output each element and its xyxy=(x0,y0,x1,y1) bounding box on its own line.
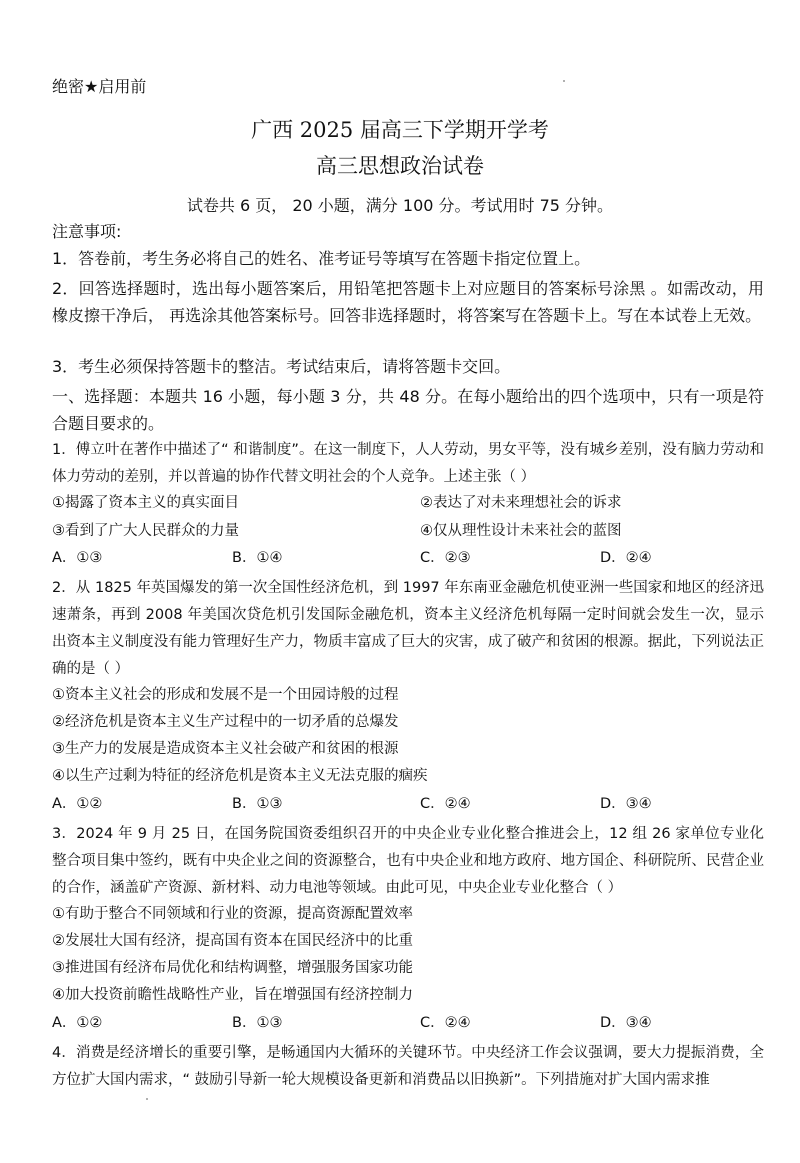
q1-statement-2: ②表达了对未来理想社会的诉求 xyxy=(420,495,622,511)
q1-statement-4: ④仅从理性设计未来社会的蓝图 xyxy=(420,523,622,539)
question-1-stem: 1．傅立叶在著作中描述了“ 和谐制度”。在这一制度下，人人劳动，男女平等，没有城乡差别，没有脑力劳动和体力劳动的差别，并以普遍的协作代替文明社会的个人竞争。上述主张（ ） xyxy=(52,442,764,485)
q3-choice-b[interactable]: B．①③ xyxy=(232,1015,283,1031)
q2-statement-2: ②经济危机是资本主义生产过程中的一切矛盾的总爆发 xyxy=(52,714,399,730)
exam-title: 广西 2025 届高三下学期开学考 xyxy=(251,118,549,142)
q1-choice-c[interactable]: C．②③ xyxy=(420,550,471,566)
q3-statement-2: ②发展壮大国有经济，提高国有资本在国民经济中的比重 xyxy=(52,933,413,949)
q1-statement-1: ①揭露了资本主义的真实面目 xyxy=(52,495,239,511)
q1-choice-a[interactable]: A．①③ xyxy=(52,550,103,566)
section-heading: 一、选择题：本题共 16 小题，每小题 3 分，共 48 分。在每小题给出的四个选项中，只有一项是符合题目要求的。 xyxy=(52,387,764,433)
question-3-stem: 3．2024 年 9 月 25 日，在国务院国资委组织召开的中央企业专业化整合推进会上，12 组 26 家单位专业化整合项目集中签约，既有中央企业之间的资源整合，也有中央企业和地方政府、地方国企、科研院所、民营企业的合作，涵盖矿产资源、新材料、动力电池等领域。由此可见，中央企业专业化整合（ ） xyxy=(52,826,764,896)
q3-statement-4: ④加大投资前瞻性战略性产业，旨在增强国有经济控制力 xyxy=(52,987,413,1003)
q1-choice-b[interactable]: B．①④ xyxy=(232,550,283,566)
confidential-label: 绝密★启用前 xyxy=(52,77,147,96)
q2-statement-3: ③生产力的发展是造成资本主义社会破产和贫困的根源 xyxy=(52,741,399,757)
q2-choice-b[interactable]: B．①③ xyxy=(232,796,283,812)
notes-heading: 注意事项: xyxy=(52,222,122,241)
q2-choice-c[interactable]: C．②④ xyxy=(420,796,471,812)
note-3: 3．考生必须保持答题卡的整洁。考试结束后，请将答题卡交回。 xyxy=(52,357,511,376)
scan-speck xyxy=(563,80,565,82)
q2-statement-1: ①资本主义社会的形成和发展不是一个田园诗般的过程 xyxy=(52,687,399,703)
q1-choice-d[interactable]: D．②④ xyxy=(600,550,652,566)
question-4-stem: 4．消费是经济增长的重要引擎，是畅通国内大循环的关键环节。中央经济工作会议强调，要大力提振消费，全方位扩大国内需求，“ 鼓励引导新一轮大规模设备更新和消费品以旧换新”。下列措施对扩大国内需求推 xyxy=(52,1045,764,1088)
q3-choice-d[interactable]: D．③④ xyxy=(600,1015,652,1031)
scan-speck xyxy=(146,1098,148,1100)
note-2: 2．回答选择题时，选出每小题答案后，用铅笔把答题卡上对应题目的答案标号涂黑 。如需改动，用橡皮擦干净后， 再选涂其他答案标号。回答非选择题时，将答案写在答题卡上。写在本试卷上无效。 xyxy=(52,279,764,325)
exam-subject: 高三思想政治试卷 xyxy=(316,154,484,178)
q3-choice-c[interactable]: C．②④ xyxy=(420,1015,471,1031)
exam-info: 试卷共 6 页， 20 小题，满分 100 分。考试用时 75 分钟。 xyxy=(186,196,614,215)
q3-statement-3: ③推进国有经济布局优化和结构调整，增强服务国家功能 xyxy=(52,960,413,976)
q1-statement-3: ③看到了广大人民群众的力量 xyxy=(52,523,239,539)
q3-statement-1: ①有助于整合不同领域和行业的资源，提高资源配置效率 xyxy=(52,906,413,922)
q2-choice-a[interactable]: A．①② xyxy=(52,796,103,812)
note-1: 1．答卷前，考生务必将自己的姓名、准考证号等填写在答题卡指定位置上。 xyxy=(52,249,591,268)
q3-choice-a[interactable]: A．①② xyxy=(52,1015,103,1031)
question-2-stem: 2．从 1825 年英国爆发的第一次全国性经济危机，到 1997 年东南亚金融危机使亚洲一些国家和地区的经济迅速萧条，再到 2008 年美国次贷危机引发国际金融危机，资本主义经济危机每隔一定时间就会发生一次，显示出资本主义制度没有能力管理好生产力，物质丰富成了巨大的灾害，成了破产和贫困的根源。据此，下列说法正确的是（ ） xyxy=(52,580,764,677)
q2-statement-4: ④以生产过剩为特征的经济危机是资本主义无法克服的痼疾 xyxy=(52,768,428,784)
q2-choice-d[interactable]: D．③④ xyxy=(600,796,652,812)
